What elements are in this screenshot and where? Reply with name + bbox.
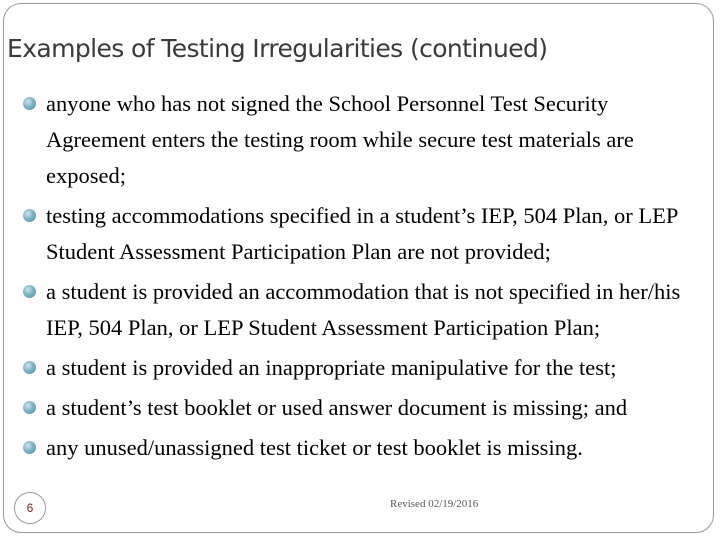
bullet-text: anyone who has not signed the School Personnel Test Security Agreement enters the testing room while secure test materials are exposed; <box>46 91 634 188</box>
bullet-text: a student is provided an accommodation that is not specified in her/his IEP, 504 Plan, or LEP Student Assessment Participation Plan; <box>46 279 681 340</box>
bullet-list <box>20 86 710 470</box>
bullet-circle-icon <box>23 441 36 454</box>
bullet-text: testing accommodations specified in a student’s IEP, 504 Plan, or LEP Student Assessment Participation Plan are not provided; <box>46 203 678 264</box>
slide-title: Examples of Testing Irregularities (continued) <box>7 34 548 63</box>
page-number: 6 <box>26 501 34 515</box>
bullet-text: a student is provided an inappropriate manipulative for the test; <box>46 355 617 380</box>
bullet-circle-icon <box>23 285 36 298</box>
bullet-circle-icon <box>23 209 36 222</box>
bullet-circle-icon <box>23 97 36 110</box>
bullet-item <box>20 430 710 466</box>
bullet-circle-icon <box>23 401 36 414</box>
bullet-text: a student’s test booklet or used answer document is missing; and <box>46 395 628 420</box>
bullet-item <box>20 198 710 270</box>
bullet-item <box>20 86 710 194</box>
bullet-text: any unused/unassigned test ticket or test booklet is missing. <box>46 435 583 460</box>
bullet-item <box>20 274 710 346</box>
bullet-item <box>20 390 710 426</box>
bullet-circle-icon <box>23 361 36 374</box>
bullet-item <box>20 350 710 386</box>
footer-revision-date: Revised 02/19/2016 <box>390 498 479 510</box>
page-number-badge <box>14 492 46 524</box>
